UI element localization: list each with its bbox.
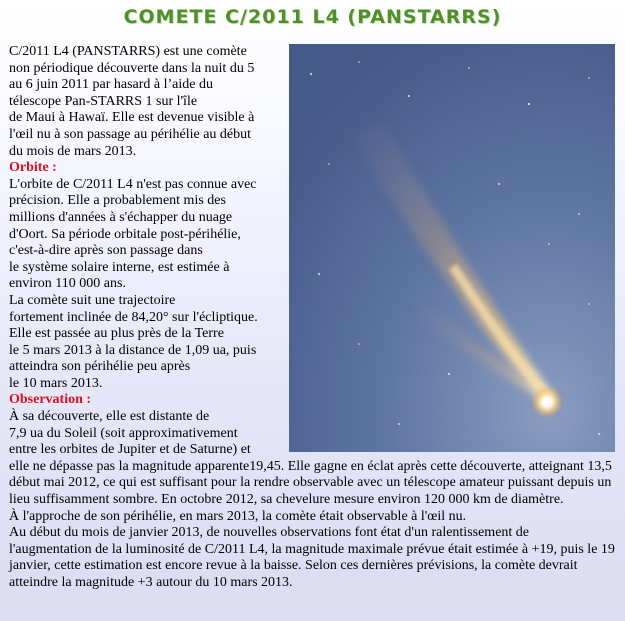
observation-paragraph-2: À l'approche de son périhélie, en mars 2013, la comète était observable à l'œil nu. <box>9 508 467 524</box>
observation-heading: Observation : <box>9 392 92 408</box>
article <box>9 44 615 592</box>
page-title: COMETE C/2011 L4 (PANSTARRS) <box>123 6 502 28</box>
comet-photo <box>289 44 615 452</box>
observation-paragraph-1: elle ne dépasse pas la magnitude apparente19,45. Elle gagne en éclat après cette découverte, atteignant 13,5 début mai 2012, ce qui est suffisant pour la rendre observable avec un télescope amateur puissant depuis un lieu suffisamment sombre. En octobre 2012, sa chevelure mesure environ 120 000 km de diamètre. <box>9 458 612 508</box>
orbit-heading: Orbite : <box>9 160 57 176</box>
observation-section: À sa découverte, elle est distante de 7,9 ua du Soleil (soit approximativement entre les orbites de Jupiter et de Saturne) et elle ne dépasse pas la magnitude apparente19,45. Elle gagne en éclat après cette découverte, atteignant 13,5 début mai 2012, ce qui est suffisant pour la rendre observable avec un télescope amateur puissant depuis un lieu suffisamment sombre. En octobre 2012, sa chevelure mesure environ 120 000 km de diamètre. À l'approche de son périhélie, en mars 2013, la comète était observable à l'œil nu. Au début du mois de janvier 2013, de nouvelles observations font état d'un ralentissement de l'augmentation de la luminosité de C/2011 L4, la magnitude maximale prévue était estimée à +19, puis le 19 janvier, cette estimation est encore revue à la baisse. Selon ces dernières prévisions, la comète devrait atteindre la magnitude +3 autour du 10 mars 2013. <box>9 409 615 590</box>
observation-paragraph-3: Au début du mois de janvier 2013, de nouvelles observations font état d'un ralentissement de l'augmentation de la luminosité de C/2011 L4, la magnitude maximale prévue était estimée à +19, puis le 19 janvier, cette estimation est encore revue à la baisse. Selon ces dernières prévisions, la comète devrait atteindre la magnitude +3 autour du 10 mars 2013. <box>9 525 615 590</box>
comet-image <box>289 44 615 452</box>
intro-paragraph: C/2011 L4 (PANSTARRS) est une comète non périodique découverte dans la nuit du 5 au 6 juin 2011 par hasard à l’aide du télescope Pan-STARRS 1 sur l'île de Maui à Hawaï. Elle est devenue visible à l'œil nu à son passage au périhélie au début du mois de mars 2013. <box>9 44 255 159</box>
orbit-section: L'orbite de C/2011 L4 n'est pas connue avec précision. Elle a probablement mis des millions d'années à s'échapper du nuage d'Oort. Sa période orbitale post-périhélie, c'est-à-dire après son passage dans le système solaire interne, est estimée à environ 110 000 ans. La comète suit une trajectoire fortement inclinée de 84,20° sur l'écliptique. Elle est passée au plus près de la Terre le 5 mars 2013 à la distance de 1,09 ua, puis atteindra son périhélie peu après le 10 mars 2013. <box>9 176 258 391</box>
